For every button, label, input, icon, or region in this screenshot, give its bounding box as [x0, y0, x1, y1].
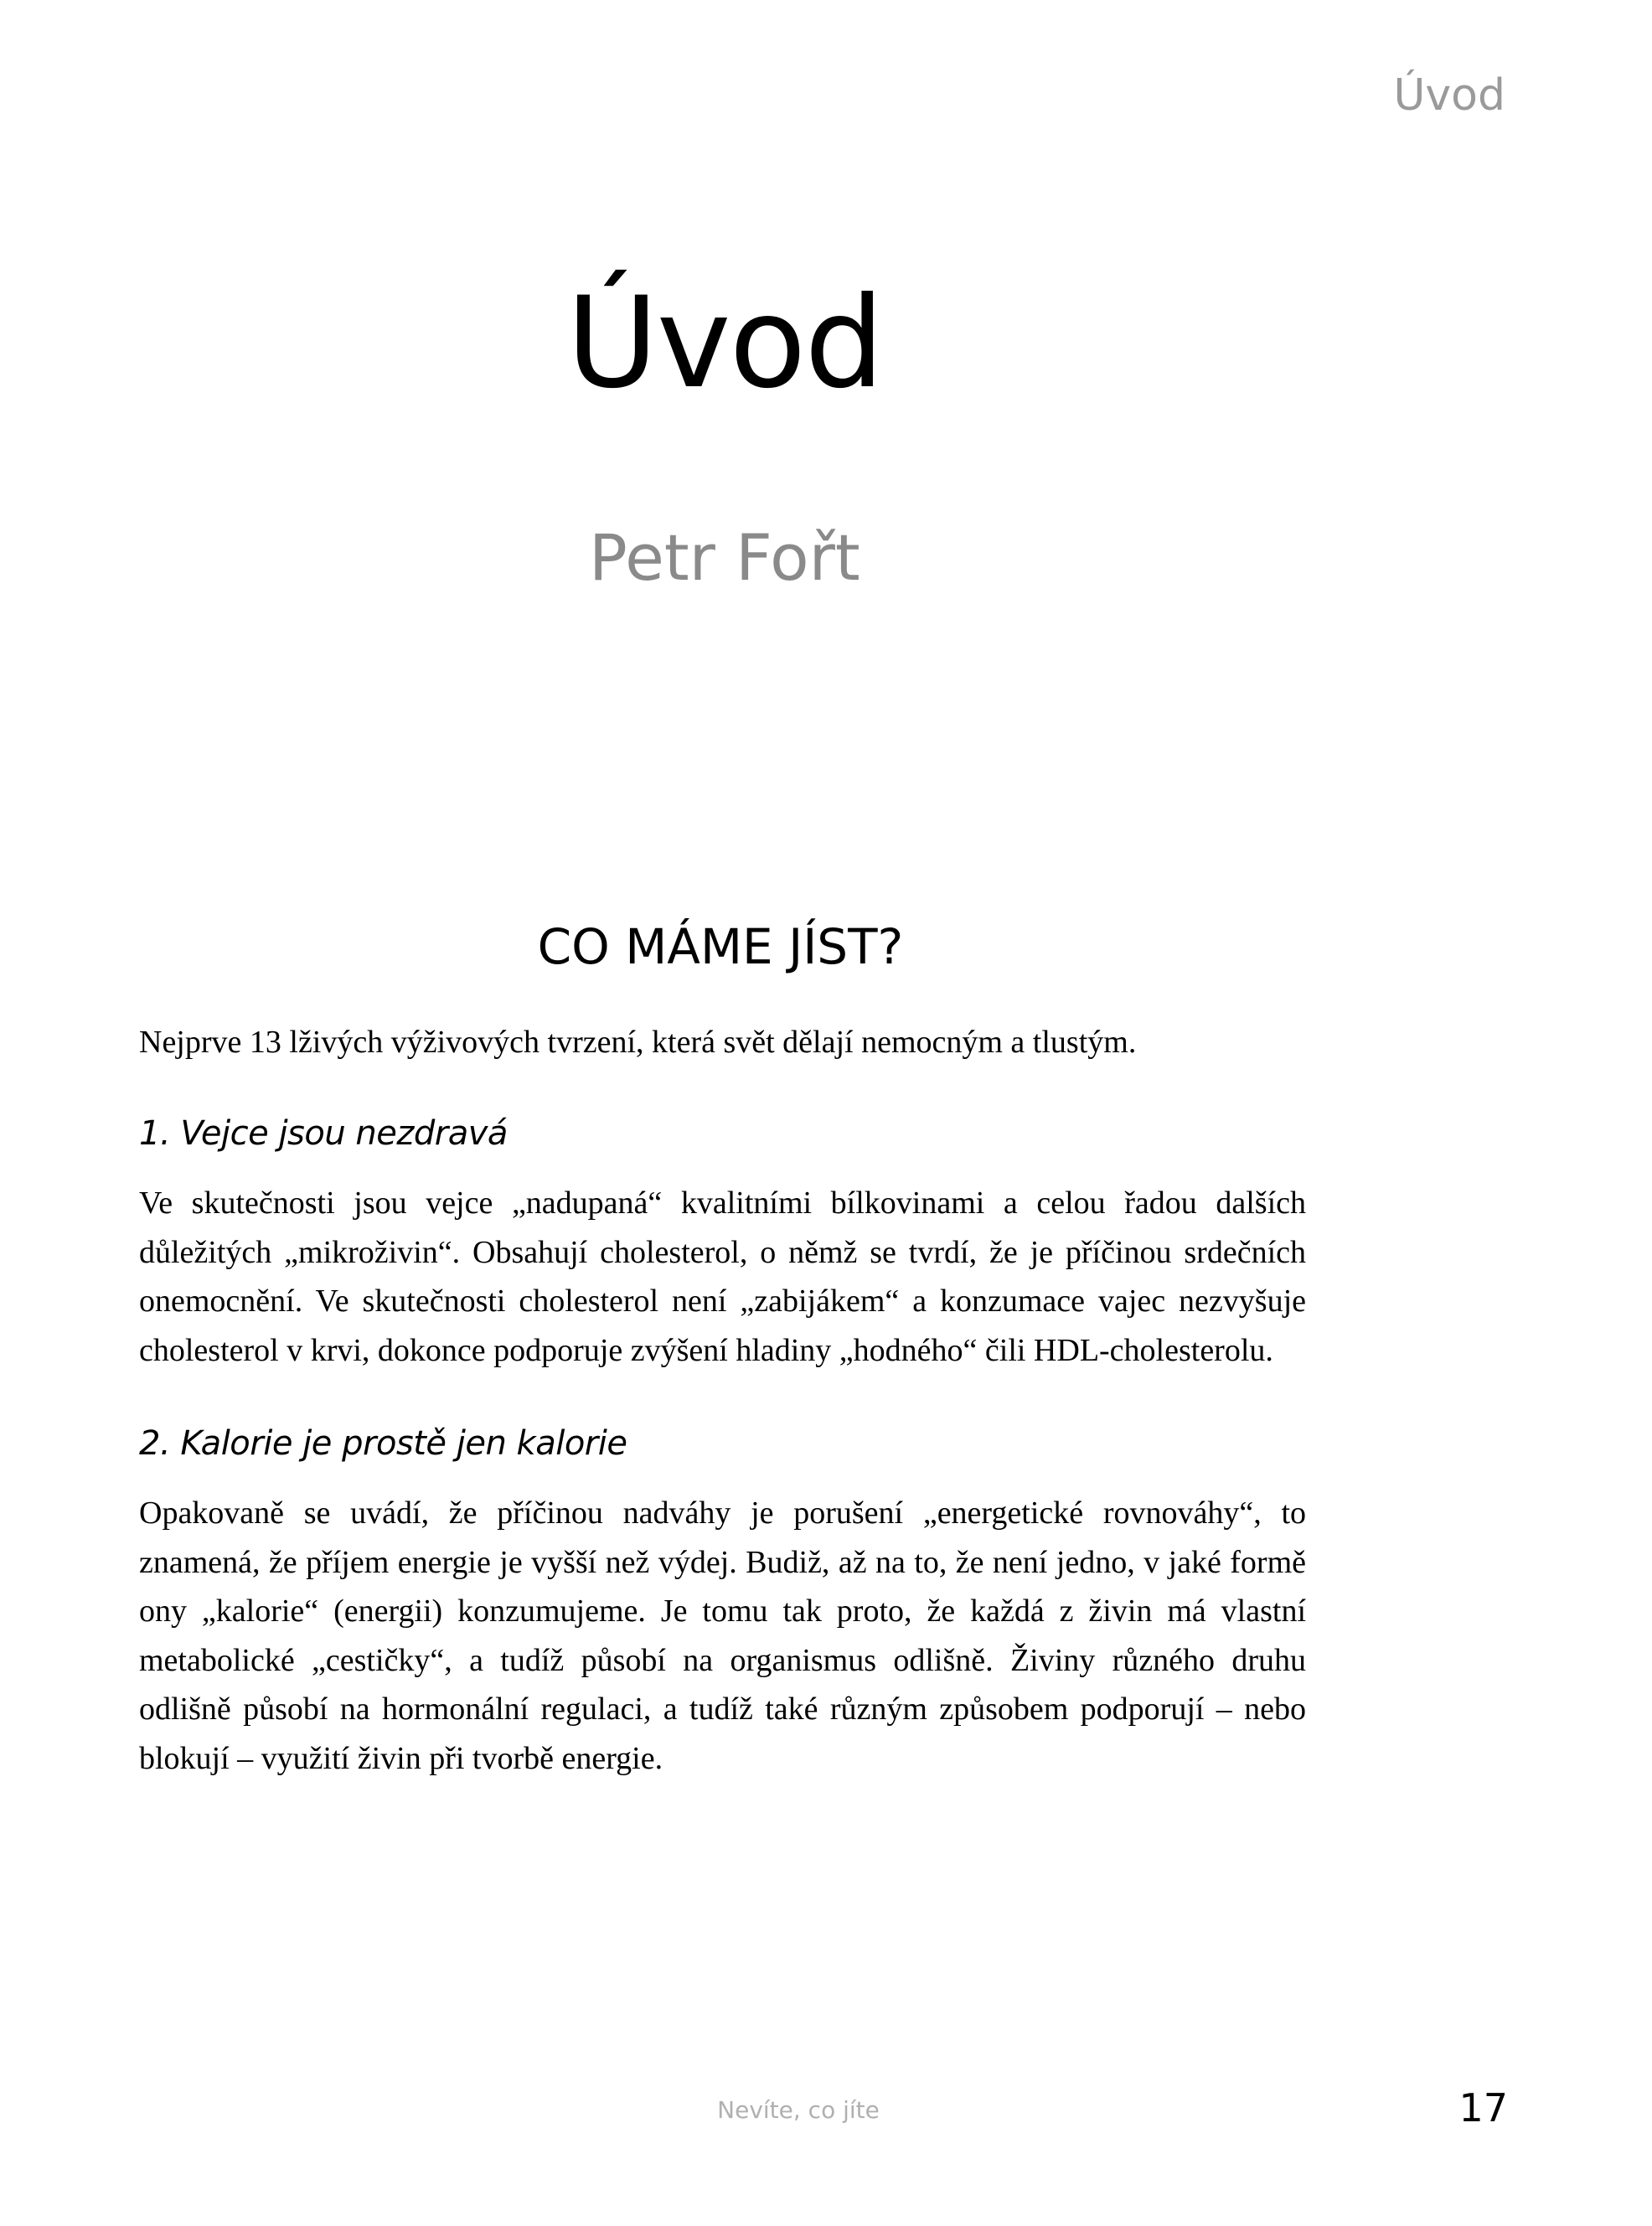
- footer-book-title: Nevíte, co jíte: [717, 2096, 880, 2124]
- subsection-paragraph-2: Opakovaně se uvádí, že příčinou nadváhy je porušení „energetické rovnováhy“, to znamená, že příjem energie je vyšší než výdej. Budiž, až na to, že není jedno, v jaké formě ony „kalorie“ (energii) konzumujeme. Je tomu tak proto, že každá z živin má vlastní metabolické „cestičky“, a tudíž působí na organismus odlišně. Živiny různého druhu odlišně působí na hormonální regulaci, a tudíž také různým způsobem podporují – nebo blokují – využití živin při tvorbě energie.: [139, 1495, 1306, 1776]
- subsection-paragraph-1: Ve skutečnosti jsou vejce „nadupaná“ kvalitními bílkovinami a celou řadou dalších důležitých „mikroživin“. Obsahují cholesterol, o němž se tvrdí, že je příčinou srdečních onemocnění. Ve skutečnosti cholesterol není „zabijákem“ a konzumace vajec nezvyšuje cholesterol v krvi, dokonce podporuje zvýšení hladiny „hodného“ čili HDL-cholesterolu.: [139, 1185, 1306, 1368]
- subsection-heading-1: 1. Vejce jsou nezdravá: [139, 1114, 508, 1153]
- chapter-title: Úvod: [566, 271, 883, 416]
- subsection-heading-2: 2. Kalorie je prostě jen kalorie: [139, 1424, 627, 1463]
- running-head: Úvod: [1393, 70, 1505, 121]
- chapter-author: Petr Fořt: [589, 520, 860, 595]
- page-number: 17: [1458, 2085, 1508, 2130]
- section-heading: CO MÁME JÍST?: [537, 918, 904, 975]
- intro-paragraph: Nejprve 13 lživých výživových tvrzení, která svět dělají nemocným a tlustým.: [139, 1025, 1137, 1060]
- section-body: [139, 1018, 1306, 1831]
